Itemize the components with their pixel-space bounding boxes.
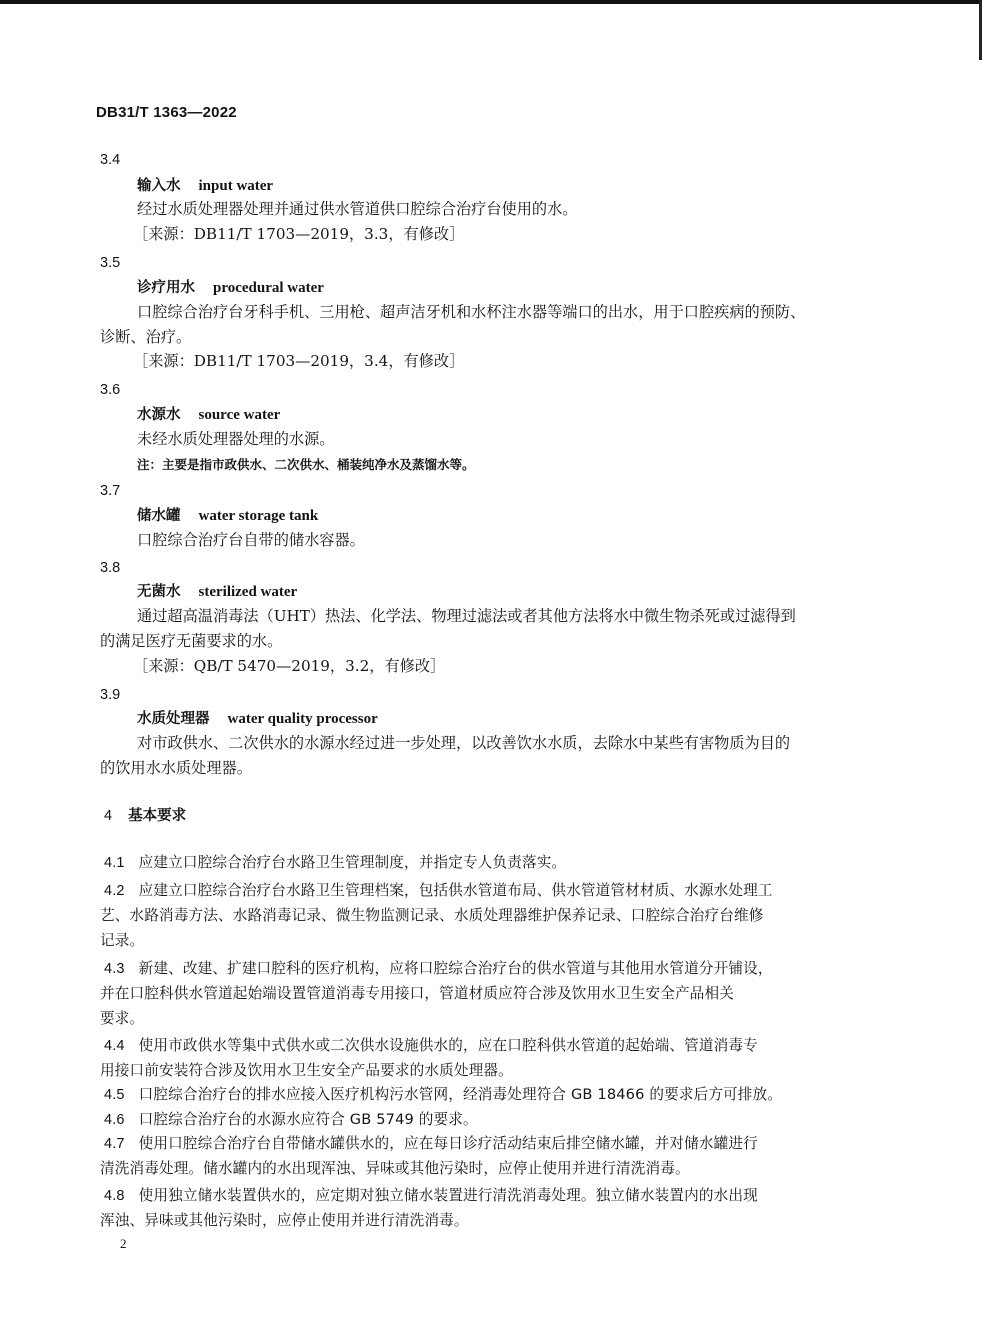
- section-number: 4: [104, 808, 113, 824]
- requirement-item: [104, 1036, 758, 1056]
- requirement-text: 记录。: [100, 932, 145, 949]
- term-source: ［来源：DB11/T 1703—2019，3.4，有修改］: [133, 352, 465, 370]
- requirement-text: 用接口前安装符合涉及饮用水卫生安全产品要求的水质处理器。: [100, 1062, 513, 1079]
- requirement-number: 4.6: [104, 1112, 125, 1128]
- requirement-number: 4.7: [104, 1136, 125, 1152]
- requirement-number: 4.5: [104, 1087, 125, 1103]
- term-definition: 的满足医疗无菌要求的水。: [100, 632, 283, 650]
- scan-edge: [0, 0, 982, 4]
- requirement-number: 4.1: [104, 855, 125, 871]
- term-title: [137, 176, 273, 196]
- requirement-text: 要求。: [100, 1010, 145, 1027]
- requirement-number: 4.8: [104, 1188, 125, 1204]
- term-definition: 的饮用水水质处理器。: [100, 759, 252, 777]
- term-zh: 水源水: [137, 407, 181, 423]
- term-definition: 诊断、治疗。: [100, 328, 192, 346]
- requirement-text: 并在口腔科供水管道起始端设置管道消毒专用接口，管道材质应符合涉及饮用水卫生安全产品相关: [100, 985, 734, 1002]
- term-title: [137, 278, 324, 298]
- requirement-text: 新建、改建、扩建口腔科的医疗机构，应将口腔综合治疗台的供水管道与其他用水管道分开铺设，: [138, 960, 773, 977]
- document-id: DB31/T 1363—2022: [96, 104, 237, 121]
- section-heading: [104, 806, 186, 826]
- requirement-number: 4.2: [104, 883, 125, 899]
- term-en: water quality processor: [227, 711, 378, 727]
- requirement-text: 口腔综合治疗台的水源水应符合 GB 5749 的要求。: [138, 1111, 478, 1128]
- page-number: 2: [120, 1236, 127, 1251]
- term-number: 3.8: [100, 560, 121, 576]
- requirement-text: 使用独立储水装置供水的，应定期对独立储水装置进行清洗消毒处理。独立储水装置内的水出现: [138, 1187, 758, 1204]
- term-definition: 口腔综合治疗台自带的储水容器。: [137, 531, 365, 549]
- term-zh: 无菌水: [137, 584, 181, 600]
- section-title: 基本要求: [128, 808, 187, 824]
- requirement-item: [104, 959, 773, 979]
- term-title: [137, 709, 378, 729]
- requirement-item: [104, 881, 773, 901]
- requirement-item: [104, 1134, 758, 1154]
- term-note: 注：主要是指市政供水、二次供水、桶装纯净水及蒸馏水等。: [137, 457, 475, 472]
- requirement-item: [104, 1085, 782, 1105]
- term-definition: 未经水质处理器处理的水源。: [137, 430, 335, 448]
- term-definition: 对市政供水、二次供水的水源水经过进一步处理，以改善饮水水质，去除水中某些有害物质为目的: [137, 734, 791, 752]
- term-number: 3.7: [100, 483, 121, 499]
- term-en: water storage tank: [198, 508, 319, 524]
- term-zh: 水质处理器: [137, 711, 210, 727]
- term-zh: 输入水: [137, 178, 181, 194]
- term-definition: 经过水质处理器处理并通过供水管道供口腔综合治疗台使用的水。: [137, 200, 578, 218]
- requirement-text: 应建立口腔综合治疗台水路卫生管理制度，并指定专人负责落实。: [138, 854, 567, 871]
- term-title: [137, 405, 280, 425]
- requirement-text: 艺、水路消毒方法、水路消毒记录、微生物监测记录、水质处理器维护保养记录、口腔综合治疗台维修: [100, 907, 764, 924]
- term-number: 3.4: [100, 152, 121, 168]
- requirement-text: 应建立口腔综合治疗台水路卫生管理档案，包括供水管道布局、供水管道管材材质、水源水处理工: [138, 882, 773, 899]
- requirement-item: [104, 853, 566, 873]
- requirement-number: 4.3: [104, 961, 125, 977]
- term-source: ［来源：DB11/T 1703—2019，3.3，有修改］: [133, 225, 465, 243]
- term-en: source water: [198, 407, 281, 423]
- term-source: ［来源：QB/T 5470—2019，3.2，有修改］: [133, 657, 446, 675]
- term-title: [137, 506, 318, 526]
- term-en: sterilized water: [198, 584, 298, 600]
- requirement-text: 使用口腔综合治疗台自带储水罐供水的，应在每日诊疗活动结束后排空储水罐，并对储水罐进行: [138, 1135, 758, 1152]
- term-number: 3.9: [100, 687, 121, 703]
- term-en: procedural water: [213, 280, 324, 296]
- requirement-text: 使用市政供水等集中式供水或二次供水设施供水的，应在口腔科供水管道的起始端、管道消毒专: [138, 1037, 758, 1054]
- term-number: 3.6: [100, 382, 121, 398]
- requirement-number: 4.4: [104, 1038, 125, 1054]
- term-en: input water: [198, 178, 274, 194]
- term-title: [137, 582, 297, 602]
- term-definition: 通过超高温消毒法（UHT）热法、化学法、物理过滤法或者其他方法将水中微生物杀死或过滤得到: [137, 607, 796, 625]
- requirement-text: 浑浊、异味或其他污染时，应停止使用并进行清洗消毒。: [100, 1212, 469, 1229]
- requirement-item: [104, 1110, 478, 1130]
- term-number: 3.5: [100, 255, 121, 271]
- requirement-item: [104, 1186, 758, 1206]
- term-zh: 诊疗用水: [137, 280, 195, 296]
- term-zh: 储水罐: [137, 508, 181, 524]
- requirement-text: 清洗消毒处理。储水罐内的水出现浑浊、异味或其他污染时，应停止使用并进行清洗消毒。: [100, 1160, 690, 1177]
- requirement-text: 口腔综合治疗台的排水应接入医疗机构污水管网，经消毒处理符合 GB 18466 的要求后方可排放。: [138, 1086, 783, 1103]
- term-definition: 口腔综合治疗台牙科手机、三用枪、超声洁牙机和水杯注水器等端口的出水，用于口腔疾病的预防、: [137, 303, 806, 321]
